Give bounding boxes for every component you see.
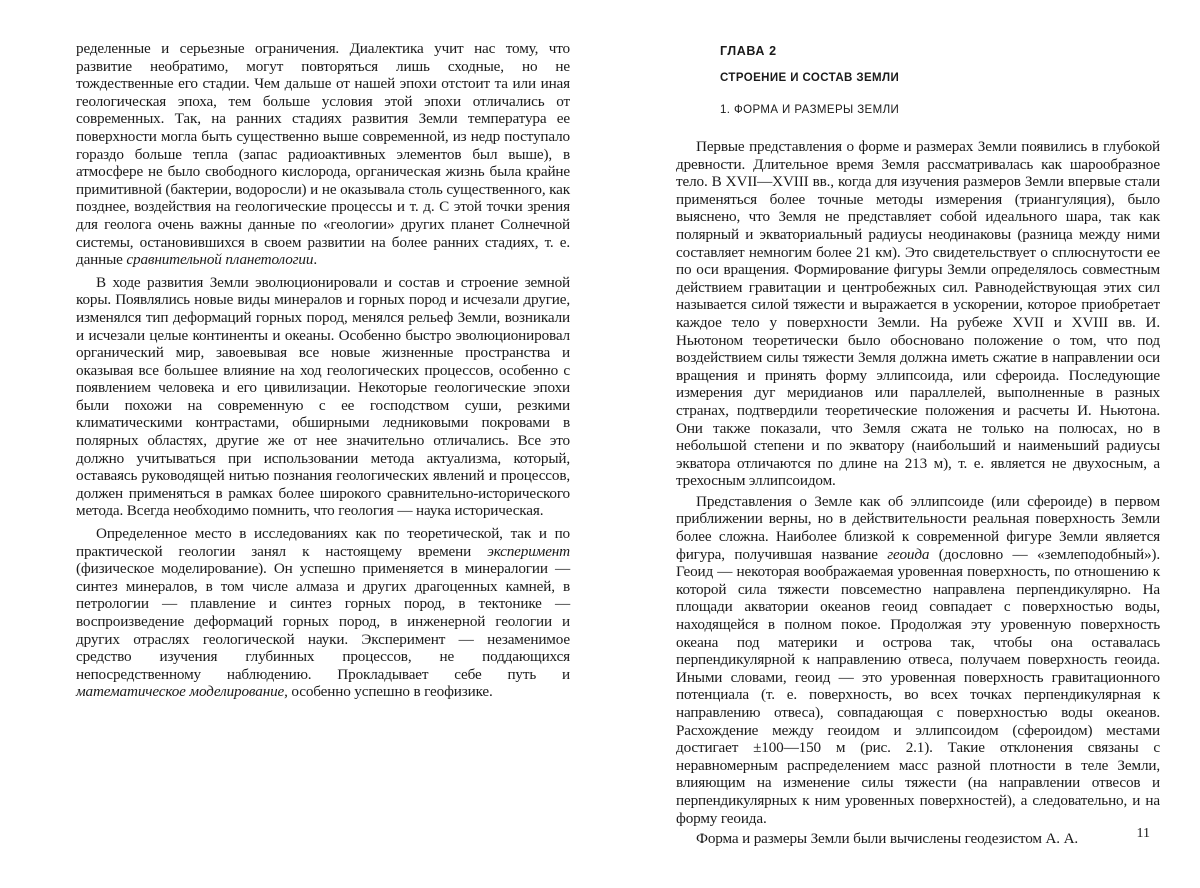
paragraph (76, 274, 570, 520)
page-number: 11 (1136, 826, 1150, 841)
chapter-label: ГЛАВА 2 (720, 44, 777, 58)
italic-term: сравнительной планетологии (126, 251, 314, 269)
section-title: 1. ФОРМА И РАЗМЕРЫ ЗЕМЛИ (720, 104, 900, 116)
left-page-text (76, 40, 570, 701)
italic-term: геоида (887, 545, 930, 563)
right-page-text (676, 138, 1160, 848)
italic-term: математическое моделирование (76, 683, 285, 701)
text-run: Определенное место в исследованиях как по теоретической, так и по практической геологии занял к настоящему времени (76, 525, 570, 560)
text-run: Форма и размеры Земли были вычислены геодезистом А. А. (696, 830, 1079, 848)
text-run: ределенные и серьезные ограничения. Диалектика учит нас тому, что развитие необратимо, могут повторяться лишь сходные, но не тождественные его стадии. Чем дальше от нашей эпохи отстоит та или иная геологическая эпоха, тем больше условия этой эпохи отличались от современных. Так, на ранних стадиях развития Земли температура ее поверхности могла быть существенно выше современной, из недр поступало гораздо больше тепла (запас радиоактивных элементов был выше), в атмосфере не было свободного кислорода, органическая жизнь была крайне примитивной (бактерии, водоросли) и не оказывала столь существенного, как позднее, воздействия на геологические процессы и т. д. С этой точки зрения для геолога очень важны данные по «геологии» других планет Солнечной системы, остановившихся в своем развитии на более ранних стадиях, т. е. данные (76, 40, 570, 269)
paragraph (676, 138, 1160, 490)
chapter-title: СТРОЕНИЕ И СОСТАВ ЗЕМЛИ (720, 72, 900, 84)
text-run: Первые представления о форме и размерах Земли появились в глубокой древности. Длительное время Земля рассматривалась как шарообразное тело. В XVII—XVIII вв., когда для изучения размеров Земли впервые стали применяться более точные методы измерения (триангуляция), было выяснено, что Земля не представляет собой идеального шара, так как полярный и экваториальный радиусы неодинаковы (разница между ними составляет немногим более 21 км). Это свидетельствует о сплюснутости ее по оси вращения. Формирование фигуры Земли определялось совместным действием гравитации и центробежных сил. Равнодействующая этих сил называется силой тяжести и выражается в ускорении, которое приобретает каждое тело у поверхности Земли. На рубеже XVII и XVIII вв. И. Ньютоном теоретически было обосновано положение о том, что под воздействием силы тяжести Земля должна иметь сжатие в направлении оси вращения и принять форму эллипсоида, или сфероида. Последующие измерения дуг меридианов или параллелей, выполненные в разных странах, подтвердили теоретические положения и расчеты И. Ньютона. Они также показали, что Земля сжата не только на полюсах, но в небольшой степени и по экватору (наибольший и наименьший радиусы экватора отличаются по длине на 213 м), т. е. является не двухосным, а трехосным эллипсоидом. (676, 138, 1160, 490)
text-run: (дословно — «землеподобный»). Геоид — некоторая воображаемая уровенная поверхность, по отношению к которой сила тяжести повсеместно направлена перпендикулярно. На площади акватории океанов геоид совпадает с поверхностью воды, находящейся в полном покое. Продолжая эту уровенную поверхность океана под материки и острова так, чтобы она оставалась перпендикулярной к направлению отвеса, получаем поверхность геоида. Иными словами, геоид — это уровенная поверхность гравитационного потенциала (т. е. поверхность, во всех точках перпендикулярная к направлению отвеса), совпадающая с поверхностью воды океанов. Расхождение между геоидом и эллипсоидом (сфероидом) местами достигает ±100—150 м (рис. 2.1). Такие отклонения связаны с неравномерным распределением масс разной плотности в теле Земли, влияющим на изменение силы тяжести (на направлении отвесов и перпендикулярных к ним уровенных поверхностей), а следовательно, и на форму геоида. (676, 545, 1160, 827)
text-run: Представления о Земле как об эллипсоиде (или сфероиде) в первом приближении верны, но в действительности реальная поверхность Земли более сложна. Наиболее близкой к современной фигуре Земли является фигура, получившая название (676, 492, 1160, 563)
left-page (76, 40, 570, 701)
paragraph (76, 40, 570, 269)
right-page (676, 40, 1160, 848)
paragraph (676, 830, 1160, 848)
italic-term: эксперимент (487, 542, 570, 560)
paragraph (676, 493, 1160, 827)
text-run: , особенно успешно в геофизике. (284, 683, 493, 701)
paragraph (76, 525, 570, 701)
text-run: (физическое моделирование). Он успешно применяется в минералогии — синтез минералов, в том числе алмаза и других драгоценных камней, в петрологии — плавление и синтез горных пород, в тектонике — воспроизведение деформаций горных пород, в инженерной геологии и других отраслях геологической науки. Эксперимент — незаменимое средство изучения глубинных процессов, не поддающихся непосредственному наблюдению. Прокладывает себе путь и (76, 560, 570, 683)
text-run: . (313, 251, 317, 269)
text-run: В ходе развития Земли эволюционировали и состав и строение земной коры. Появлялись новые виды минералов и горных пород и исчезали другие, изменялся тип деформаций горных пород, менялся рельеф Земли, возникали и исчезали целые континенты и океаны. Особенно быстро эволюционировал органический мир, завоевывая все новые жизненные пространства и оказывая все большее влияние на ход геологических процессов, особенно с появлением человека и его цивилизации. Некоторые геологические эпохи были похожи на современную с ее господством суши, резкими климатическими контрастами, обширными ледниковыми покровами в полярных областях, другие же от нее значительно отличались. Все это должно учитываться при использовании метода актуализма, который, оставаясь руководящей нитью познания геологических явлений и процессов, должен применяться в рамках более широкого сравнительно-исторического метода. Всегда необходимо помнить, что геология — наука историческая. (76, 273, 570, 520)
